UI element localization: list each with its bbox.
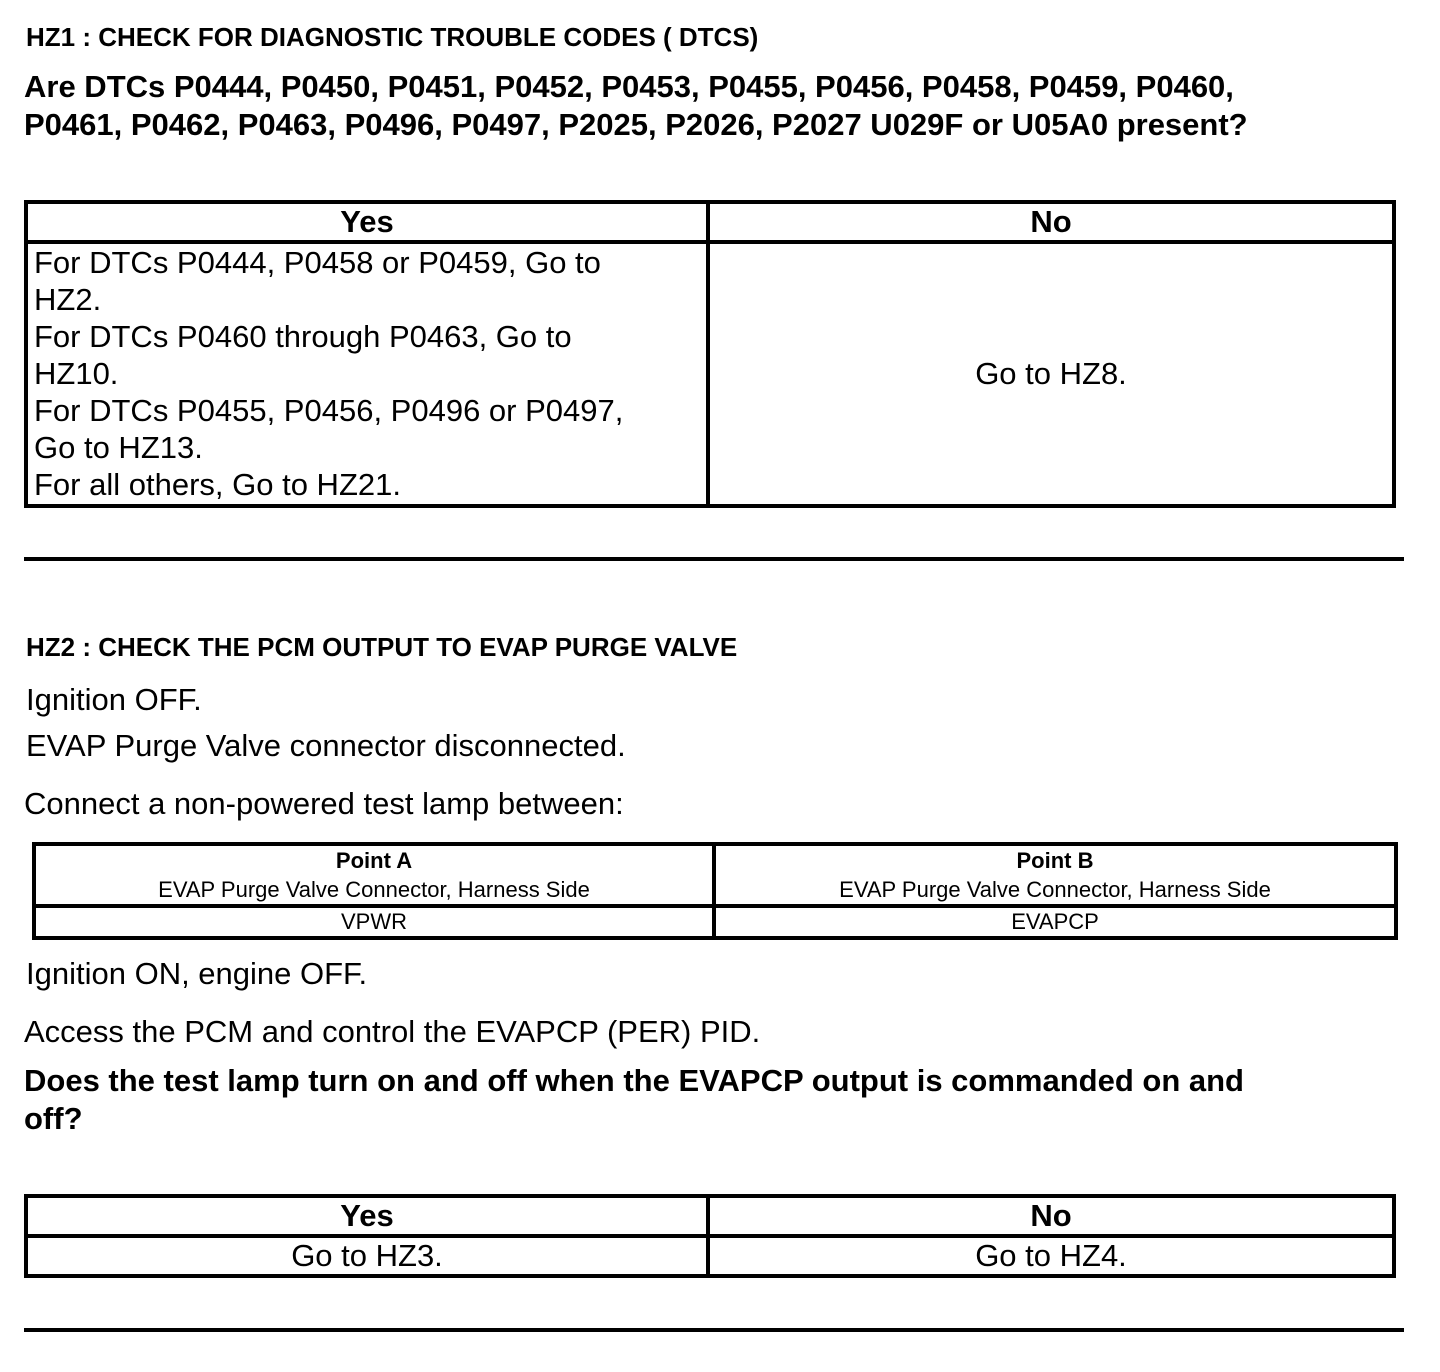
section-divider xyxy=(24,1328,1404,1332)
hz2-heading: HZ2 : CHECK THE PCM OUTPUT TO EVAP PURGE VALVE xyxy=(26,632,738,662)
section-divider xyxy=(24,557,1404,561)
point-b-label: Point B xyxy=(1016,848,1094,873)
hz2-step-access-pcm: Access the PCM and control the EVAPCP (PER) PID. xyxy=(24,1014,761,1049)
hz2-yes-cell: Go to HZ3. xyxy=(26,1236,708,1276)
point-a-label: Point A xyxy=(335,848,413,873)
hz1-yes-line: For DTCs P0444, P0458 or P0459, Go to xyxy=(34,245,601,280)
hz2-yes-header: Yes xyxy=(26,1196,708,1236)
hz2-points-table xyxy=(32,842,1398,940)
hz1-yes-line: For DTCs P0460 through P0463, Go to xyxy=(34,319,572,354)
hz1-yes-cell xyxy=(26,242,708,506)
point-b-value: EVAPCP xyxy=(714,906,1396,938)
hz2-no-cell: Go to HZ4. xyxy=(708,1236,1394,1276)
point-a-header xyxy=(34,844,714,906)
hz1-result-table xyxy=(24,200,1396,508)
hz1-yes-line: For DTCs P0455, P0456, P0496 or P0497, xyxy=(34,393,624,428)
hz2-result-table xyxy=(24,1194,1396,1278)
hz1-question-line-2: P0461, P0462, P0463, P0496, P0497, P2025, P2026, P2027 U029F or U05A0 present? xyxy=(24,107,1248,142)
hz1-no-header: No xyxy=(708,202,1394,242)
hz2-question xyxy=(24,1062,1244,1138)
hz1-yes-header: Yes xyxy=(26,202,708,242)
hz1-yes-line: Go to HZ13. xyxy=(34,430,203,465)
hz2-question-line-1: Does the test lamp turn on and off when the EVAPCP output is commanded on and xyxy=(24,1063,1244,1098)
hz1-no-cell: Go to HZ8. xyxy=(708,242,1394,506)
hz2-step-connector-disconnected: EVAP Purge Valve connector disconnected. xyxy=(26,728,626,763)
point-b-header xyxy=(714,844,1396,906)
hz2-question-line-2: off? xyxy=(24,1101,83,1136)
hz1-heading: HZ1 : CHECK FOR DIAGNOSTIC TROUBLE CODES ( DTCS) xyxy=(26,22,759,52)
hz1-yes-line: For all others, Go to HZ21. xyxy=(34,467,401,502)
point-b-description: EVAP Purge Valve Connector, Harness Side xyxy=(839,877,1271,902)
hz1-yes-line: HZ10. xyxy=(34,356,119,391)
hz1-question xyxy=(24,68,1248,144)
hz2-step-connect-lamp: Connect a non-powered test lamp between: xyxy=(24,786,624,821)
hz2-step-ignition-off: Ignition OFF. xyxy=(26,682,202,717)
point-a-value: VPWR xyxy=(34,906,714,938)
hz2-step-ignition-on: Ignition ON, engine OFF. xyxy=(26,956,368,991)
hz1-yes-line: HZ2. xyxy=(34,282,102,317)
point-a-description: EVAP Purge Valve Connector, Harness Side xyxy=(158,877,590,902)
hz1-question-line-1: Are DTCs P0444, P0450, P0451, P0452, P0453, P0455, P0456, P0458, P0459, P0460, xyxy=(24,69,1234,104)
hz2-no-header: No xyxy=(708,1196,1394,1236)
